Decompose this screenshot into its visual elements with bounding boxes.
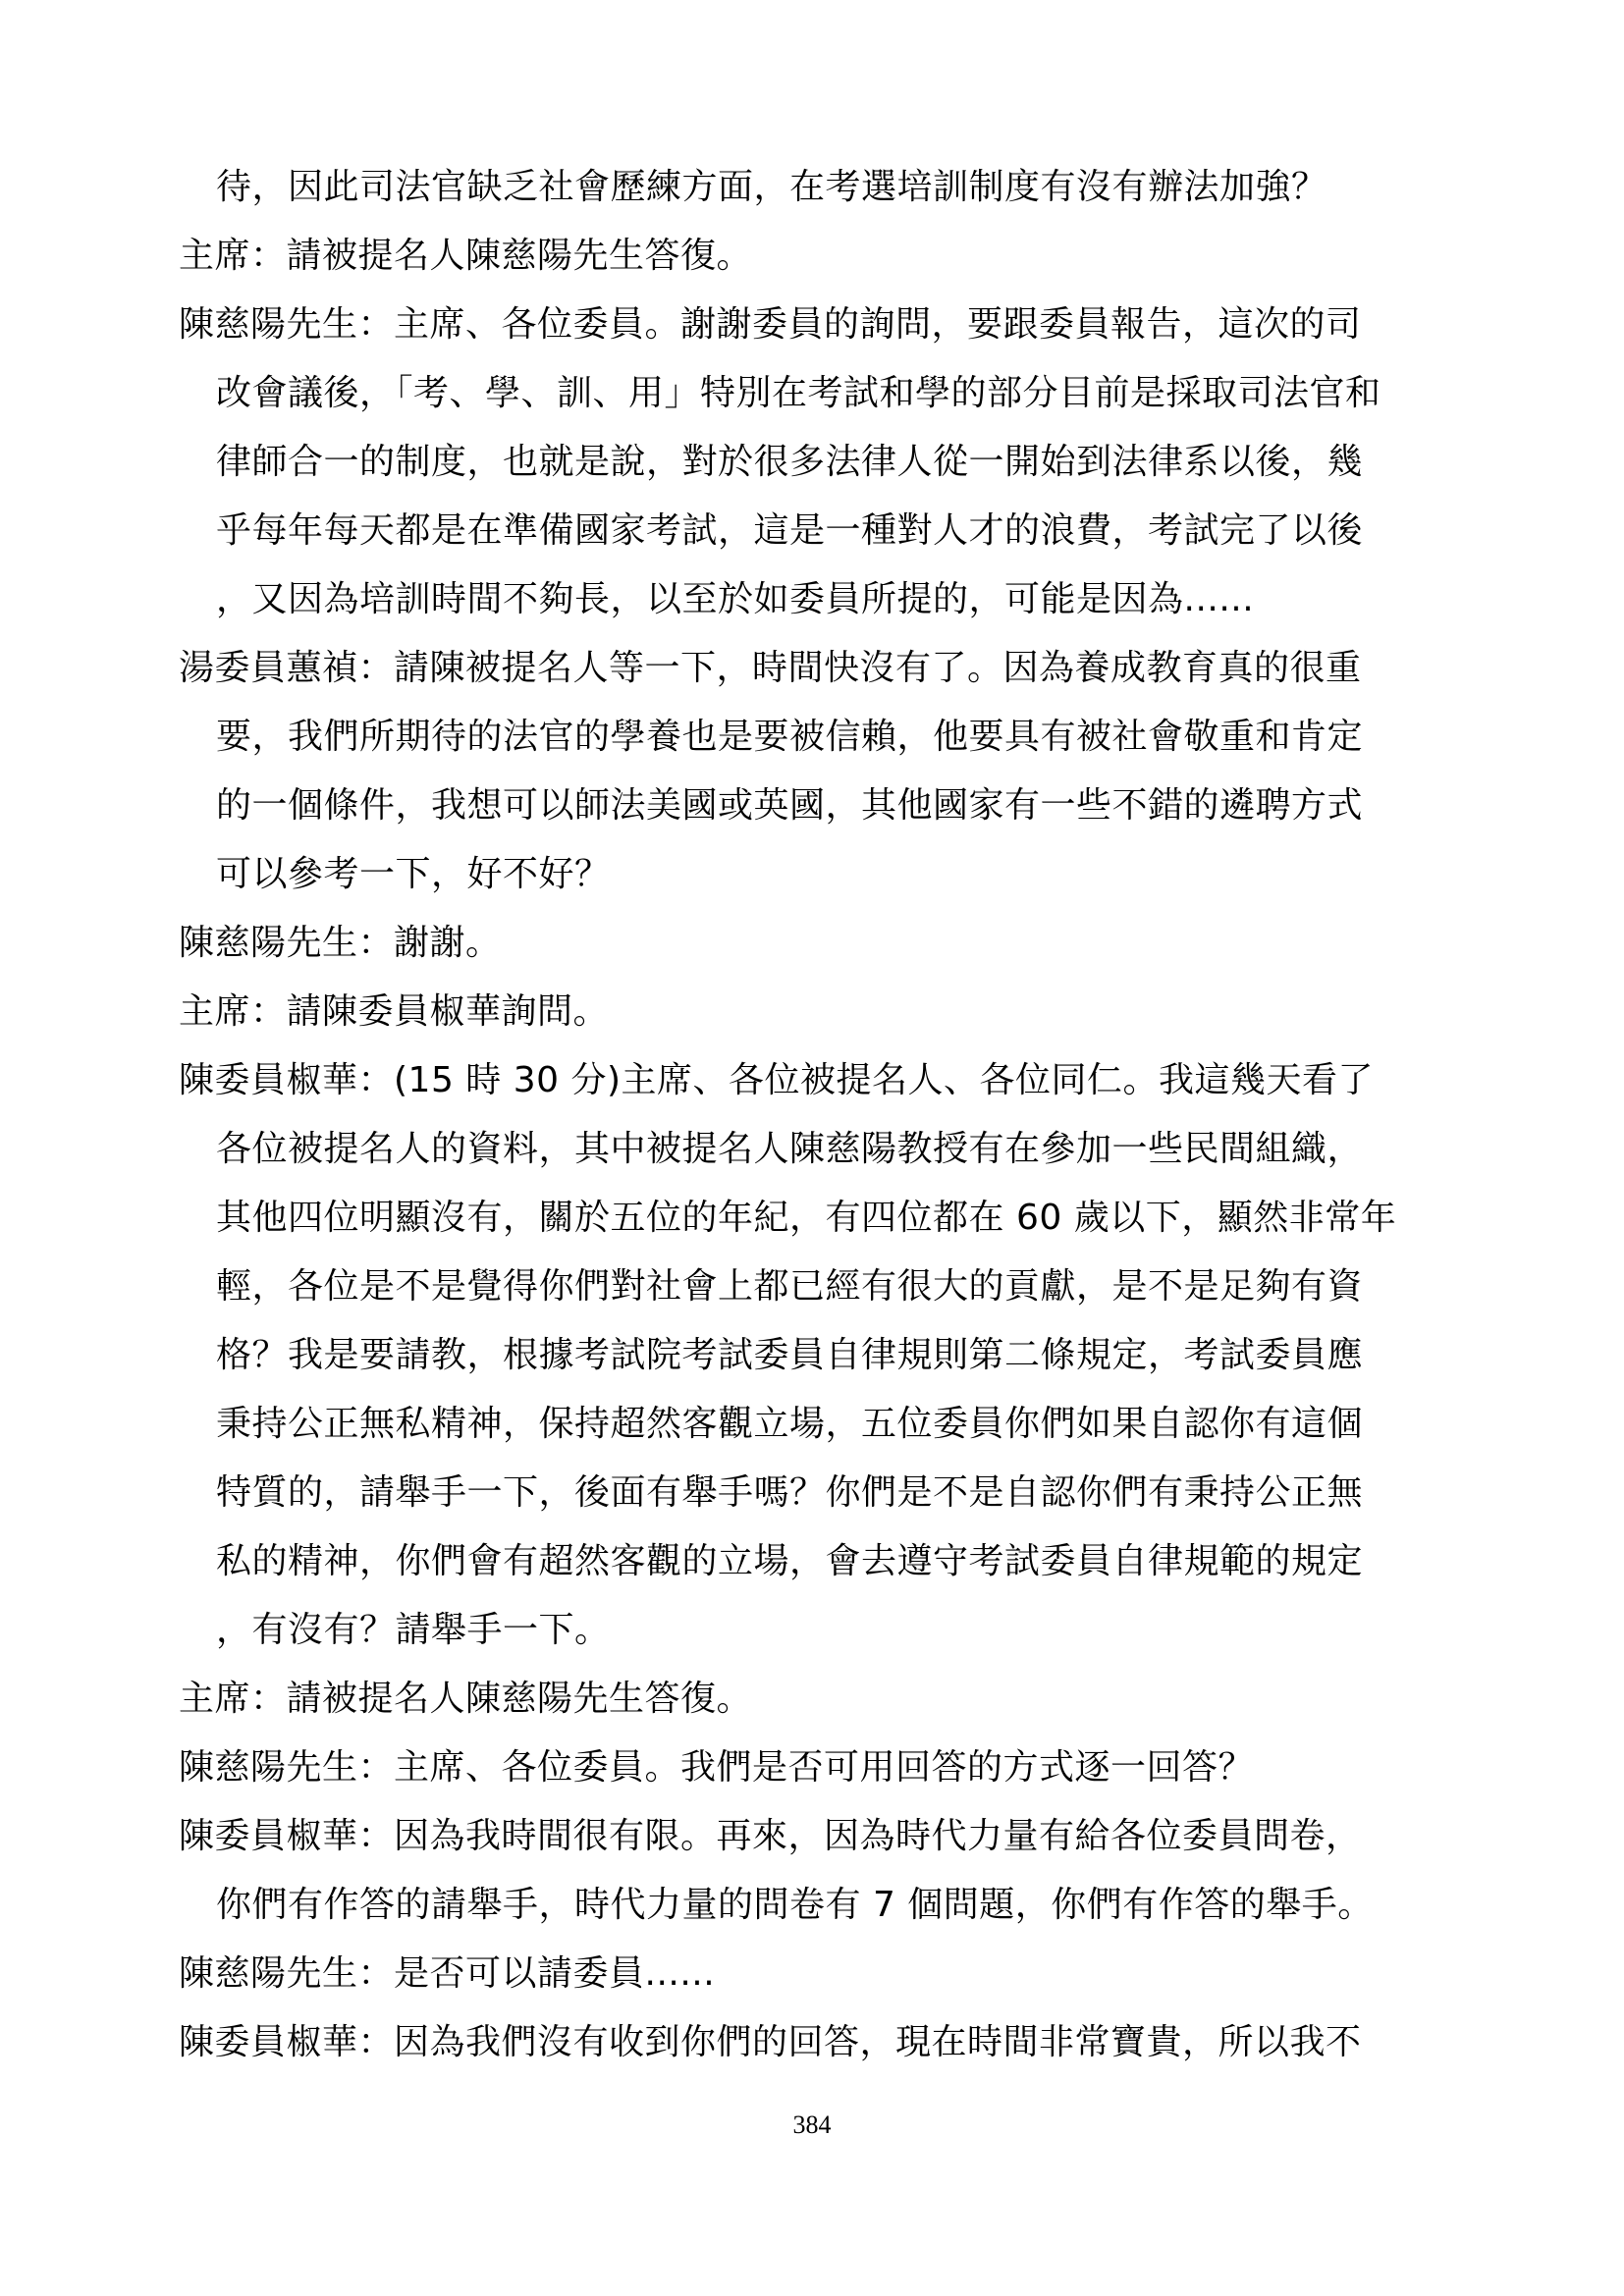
transcript-entry-chen-jiaohua-1 bbox=[179, 1046, 1455, 1665]
text-line: 律師合一的制度，也就是說，對於很多法律人從一開始到法律系以後，幾 bbox=[216, 442, 1364, 482]
transcript-entry-chen-ciyang-3 bbox=[179, 1734, 1455, 1802]
transcript-entry-chair-2 bbox=[179, 978, 1455, 1046]
transcript-entry-chair-3 bbox=[179, 1665, 1455, 1734]
text-line: 的一個條件，我想可以師法美國或英國，其他國家有一些不錯的遴聘方式 bbox=[216, 785, 1364, 826]
transcript-entry-chair-1 bbox=[179, 222, 1455, 291]
text-line: 湯委員蕙禎：請陳被提名人等一下，時間快沒有了。因為養成教育真的很重 bbox=[179, 648, 1362, 688]
text-line: 陳慈陽先生：主席、各位委員。謝謝委員的詢問，要跟委員報告，這次的司 bbox=[179, 304, 1362, 345]
text-line: 私的精神，你們會有超然客觀的立場，會去遵守考試委員自律規範的規定 bbox=[216, 1541, 1364, 1581]
text-line: ，有沒有？請舉手一下。 bbox=[216, 1610, 611, 1650]
text-line: 主席：請陳委員椒華詢問。 bbox=[179, 991, 610, 1032]
text-line: 各位被提名人的資料，其中被提名人陳慈陽教授有在參加一些民間組織， bbox=[216, 1129, 1364, 1169]
transcript-entry-chen-ciyang-1 bbox=[179, 291, 1455, 634]
text-line: 輕，各位是不是覺得你們對社會上都已經有很大的貢獻，是不是足夠有資 bbox=[216, 1266, 1364, 1307]
text-line: 要，我們所期待的法官的學養也是要被信賴，他要具有被社會敬重和肯定 bbox=[216, 717, 1364, 757]
transcript-entry-continuation bbox=[179, 153, 1455, 222]
text-line: 改會議後，「考、學、訓、用」特別在考試和學的部分目前是採取司法官和 bbox=[216, 373, 1381, 413]
transcript-entry-tang-huizhen bbox=[179, 634, 1455, 909]
text-line: 待，因此司法官缺乏社會歷練方面，在考選培訓制度有沒有辦法加強？ bbox=[216, 167, 1327, 207]
page-number: 384 bbox=[792, 2110, 832, 2139]
transcript-entry-chen-jiaohua-3 bbox=[179, 2008, 1455, 2077]
transcript-entry-chen-ciyang-2 bbox=[179, 909, 1455, 978]
text-line: 你們有作答的請舉手，時代力量的問卷有 7 個問題，你們有作答的舉手。 bbox=[216, 1885, 1374, 1925]
text-line: 其他四位明顯沒有，關於五位的年紀，有四位都在 60 歲以下，顯然非常年 bbox=[216, 1198, 1397, 1238]
transcript-entry-chen-ciyang-4 bbox=[179, 1940, 1455, 2008]
text-line: 陳委員椒華：因為我們沒有收到你們的回答，現在時間非常寶貴，所以我不 bbox=[179, 2022, 1362, 2062]
text-line: 陳慈陽先生：是否可以請委員...... bbox=[179, 1953, 716, 1994]
text-line: 陳委員椒華：(15 時 30 分)主席、各位被提名人、各位同仁。我這幾天看了 bbox=[179, 1060, 1375, 1100]
text-line: ，又因為培訓時間不夠長，以至於如委員所提的，可能是因為...... bbox=[216, 579, 1255, 619]
text-line: 乎每年每天都是在準備國家考試，這是一種對人才的浪費，考試完了以後 bbox=[216, 510, 1364, 551]
text-line: 陳委員椒華：因為我時間很有限。再來，因為時代力量有給各位委員問卷， bbox=[179, 1816, 1362, 1856]
transcript-page bbox=[179, 153, 1455, 2077]
text-line: 秉持公正無私精神，保持超然客觀立場，五位委員你們如果自認你有這個 bbox=[216, 1404, 1364, 1444]
text-line: 主席：請被提名人陳慈陽先生答復。 bbox=[179, 236, 753, 276]
text-line: 格？我是要請教，根據考試院考試委員自律規則第二條規定，考試委員應 bbox=[216, 1335, 1364, 1375]
text-line: 主席：請被提名人陳慈陽先生答復。 bbox=[179, 1679, 753, 1719]
text-line: 特質的，請舉手一下，後面有舉手嗎？你們是不是自認你們有秉持公正無 bbox=[216, 1472, 1364, 1513]
text-line: 陳慈陽先生：主席、各位委員。我們是否可用回答的方式逐一回答？ bbox=[179, 1747, 1255, 1788]
transcript-entry-chen-jiaohua-2 bbox=[179, 1802, 1455, 1940]
text-line: 陳慈陽先生：謝謝。 bbox=[179, 923, 502, 963]
text-line: 可以參考一下，好不好？ bbox=[216, 854, 611, 894]
